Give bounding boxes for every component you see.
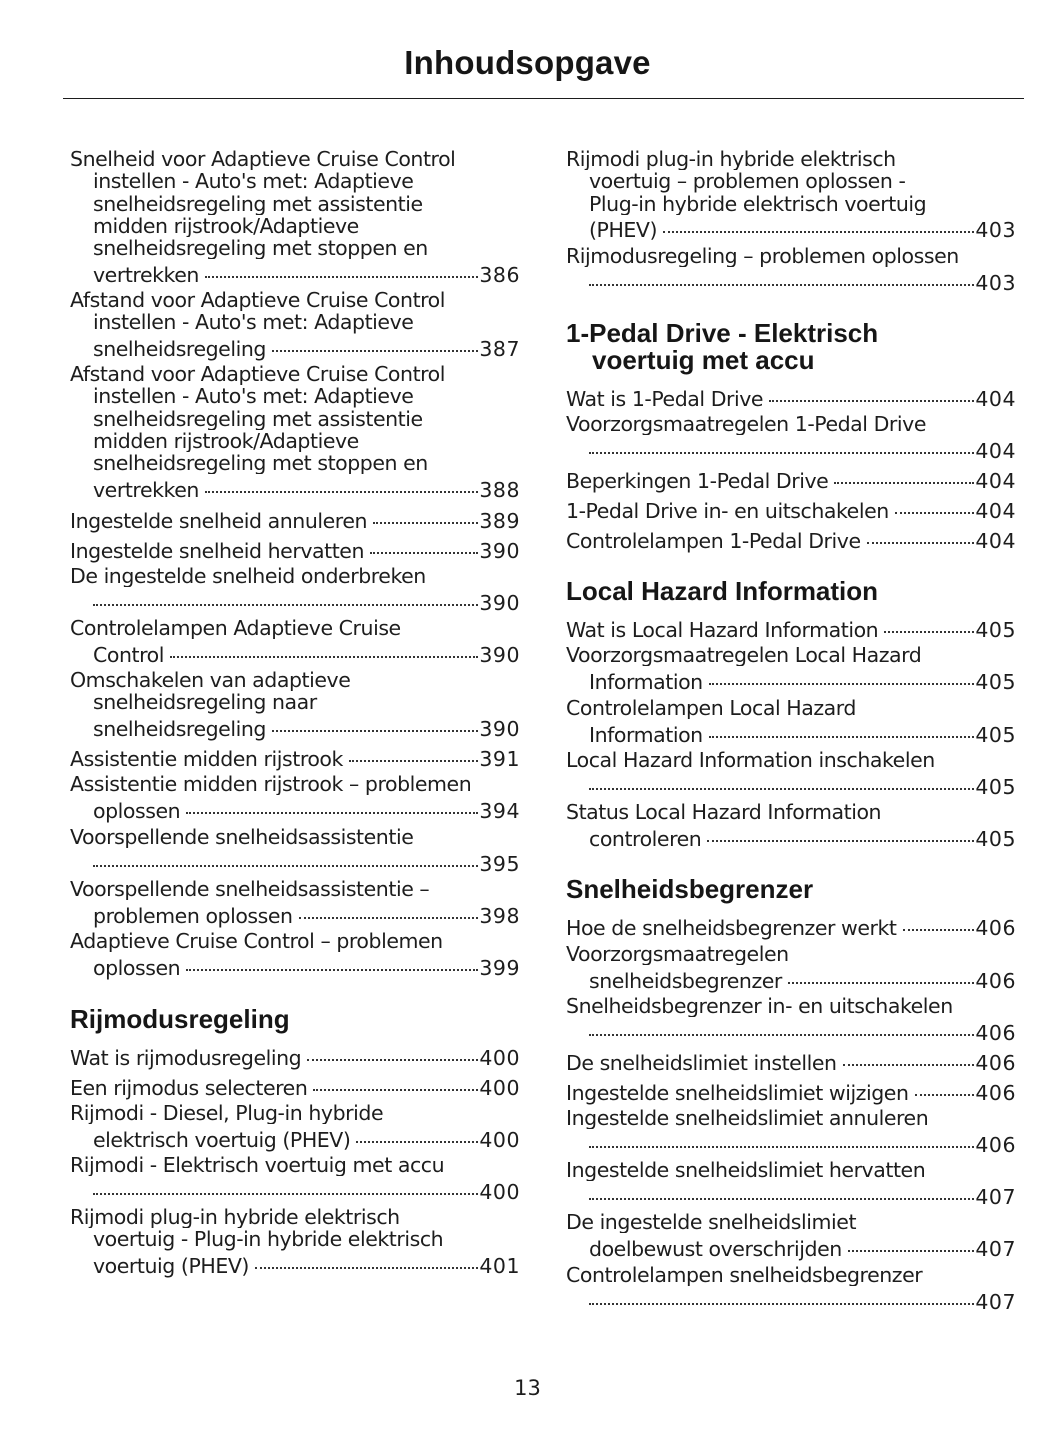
dot-leader [93, 844, 478, 867]
dot-leader [93, 583, 478, 606]
page-reference: 395 [479, 851, 520, 876]
page-reference: 406 [975, 1020, 1016, 1045]
toc-entry[interactable] [70, 669, 520, 740]
dot-leader [589, 1282, 974, 1305]
toc-entry[interactable] [566, 1264, 1016, 1313]
toc-entry-text: snelheidsregeling [93, 337, 266, 362]
dot-leader [349, 739, 478, 762]
toc-entry-text: Wat is rijmodusregeling [70, 1045, 302, 1070]
toc-entry[interactable] [566, 525, 1016, 552]
dot-leader [788, 961, 974, 984]
page-reference: 406 [975, 968, 1016, 993]
dot-leader [186, 791, 478, 814]
toc-entry-text: snelheidsregeling naar [93, 691, 317, 714]
page-reference: 399 [479, 955, 520, 980]
toc-entry[interactable] [70, 878, 520, 927]
page-reference: 390 [479, 642, 520, 667]
dot-leader [205, 470, 478, 493]
page-reference: 404 [975, 498, 1016, 523]
page-reference: 387 [479, 337, 520, 362]
toc-entry-text: Ingestelde snelheidslimiet hervatten [566, 1159, 926, 1182]
toc-entry-text: Information [589, 722, 703, 747]
page-reference: 404 [975, 386, 1016, 411]
toc-entry-text: Status Local Hazard Information [566, 801, 882, 824]
toc-entry[interactable] [566, 1159, 1016, 1208]
page-reference: 400 [479, 1179, 520, 1204]
toc-entry-text: Wat is Local Hazard Information [566, 617, 879, 642]
toc-entry-text: Snelheidsbegrenzer in- en uitschakelen [566, 995, 953, 1018]
toc-entry-text: Control [93, 642, 164, 667]
toc-entry-text: oplossen [93, 798, 181, 823]
toc-entry[interactable] [566, 644, 1016, 693]
toc-entry-text: Controlelampen Local Hazard [566, 697, 856, 720]
page-reference: 405 [975, 722, 1016, 747]
page-reference: 407 [975, 1289, 1016, 1314]
dot-leader [589, 263, 974, 286]
dot-leader [589, 1013, 974, 1036]
toc-entry-text: Een rijmodus selecteren [70, 1075, 308, 1100]
toc-entry-text: Assistentie midden rijstrook – problemen [70, 773, 472, 796]
toc-entry[interactable] [566, 1211, 1016, 1260]
toc-entry[interactable] [70, 1072, 520, 1099]
dot-leader [589, 767, 974, 790]
page-reference: 406 [975, 1132, 1016, 1157]
toc-entry-text: snelheidsregeling [93, 717, 266, 742]
dot-leader [848, 1229, 975, 1252]
toc-entry[interactable] [566, 1077, 1016, 1104]
toc-entry-text: Snelheid voor Adaptieve Cruise Control [70, 148, 456, 171]
toc-entry[interactable] [70, 930, 520, 979]
toc-entry[interactable] [566, 1047, 1016, 1074]
dot-leader [915, 1073, 975, 1096]
toc-entry-text: vertrekken [93, 477, 199, 502]
dot-leader [709, 715, 975, 738]
dot-leader [356, 1120, 478, 1143]
toc-entry[interactable] [70, 826, 520, 875]
section-heading-text: Local Hazard Information [566, 576, 879, 606]
page-reference: 401 [479, 1254, 520, 1279]
dot-leader [299, 896, 479, 919]
page-reference: 406 [975, 915, 1016, 940]
toc-entry[interactable] [566, 465, 1016, 492]
toc-entry[interactable] [70, 1042, 520, 1069]
page-reference: 405 [975, 774, 1016, 799]
toc-entry-text: Local Hazard Information inschakelen [566, 749, 935, 772]
page-reference: 390 [479, 538, 520, 563]
toc-entry-text: Ingestelde snelheid annuleren [70, 508, 368, 533]
toc-entry-text: elektrisch voertuig (PHEV) [93, 1127, 351, 1152]
page-reference: 407 [975, 1184, 1016, 1209]
toc-entry-text: midden rijstrook/Adaptieve [93, 214, 359, 238]
toc-entry[interactable] [566, 495, 1016, 522]
dot-leader [313, 1068, 478, 1091]
dot-leader [707, 819, 974, 842]
page-reference: 389 [479, 508, 520, 533]
toc-entry[interactable] [566, 148, 1016, 242]
dot-leader [589, 1125, 974, 1148]
toc-entry-text: Plug-in hybride elektrisch voertuig [589, 192, 927, 215]
page-reference: 386 [479, 262, 520, 287]
toc-entry-text: instellen - Auto's met: Adaptieve [93, 311, 414, 334]
section-heading-text: Rijmodusregeling [70, 1004, 290, 1034]
toc-entry[interactable] [566, 1107, 1016, 1156]
toc-entry-text: Controlelampen 1-Pedal Drive [566, 528, 861, 553]
dot-leader [255, 1247, 478, 1270]
toc-entry-text: snelheidsregeling met stoppen en [93, 237, 428, 260]
page-reference: 404 [975, 438, 1016, 463]
toc-entry[interactable] [566, 801, 1016, 850]
toc-entry[interactable] [70, 535, 520, 562]
dot-leader [373, 501, 478, 524]
section-heading-snelheidsbegrenzer [566, 876, 1016, 903]
toc-entry-text: 1-Pedal Drive in- en uitschakelen [566, 498, 889, 523]
toc-entry[interactable] [70, 363, 520, 501]
section-heading-rijmodusregeling [70, 1006, 520, 1033]
toc-entry-text: voertuig – problemen oplossen - [589, 170, 906, 193]
dot-leader [769, 379, 974, 402]
dot-leader [205, 255, 478, 278]
toc-entry-text: Voorzorgsmaatregelen 1-Pedal Drive [566, 413, 926, 436]
dot-leader [370, 531, 478, 554]
dot-leader [93, 1172, 478, 1195]
toc-entry-text: voertuig - Plug-in hybride elektrisch [93, 1228, 444, 1251]
toc-entry[interactable] [70, 743, 520, 770]
toc-entry[interactable] [566, 697, 1016, 746]
toc-entry[interactable] [70, 617, 520, 666]
section-heading-text: voertuig met accu [592, 345, 815, 375]
page-reference: 403 [975, 218, 1016, 243]
toc-entry-text: Voorspellende snelheidsassistentie – [70, 878, 430, 901]
page-reference: 405 [975, 669, 1016, 694]
page-reference: 405 [975, 826, 1016, 851]
toc-entry-text: Ingestelde snelheidslimiet wijzigen [566, 1080, 909, 1105]
toc-entry-text: Ingestelde snelheid hervatten [70, 538, 364, 563]
toc-entry-text: Rijmodi plug-in hybride elektrisch [70, 1206, 400, 1229]
page-reference: 404 [975, 528, 1016, 553]
dot-leader [867, 521, 975, 544]
toc-entry-text: midden rijstrook/Adaptieve [93, 429, 359, 453]
toc-entry-text: Voorspellende snelheidsassistentie [70, 826, 414, 849]
toc-entry-text: Wat is 1-Pedal Drive [566, 386, 764, 411]
page-reference: 405 [975, 617, 1016, 642]
dot-leader [895, 491, 975, 514]
toc-entry[interactable] [566, 413, 1016, 462]
toc-entry[interactable] [566, 943, 1016, 992]
toc-entry[interactable] [70, 1154, 520, 1203]
toc-entry-text: Rijmodi - Diesel, Plug-in hybride [70, 1102, 384, 1125]
toc-entry-text: Adaptieve Cruise Control – problemen [70, 930, 443, 953]
toc-entry[interactable] [566, 245, 1016, 294]
title-divider [63, 98, 1024, 99]
toc-entry[interactable] [70, 565, 520, 614]
toc-entry-text: problemen oplossen [93, 903, 293, 928]
toc-entry-text: instellen - Auto's met: Adaptieve [93, 385, 414, 408]
dot-leader [834, 461, 974, 484]
page-reference: 400 [479, 1045, 520, 1070]
toc-entry-text: oplossen [93, 955, 181, 980]
page-reference: 404 [975, 468, 1016, 493]
toc-entry-text: Rijmodusregeling – problemen oplossen [566, 245, 959, 268]
toc-entry-text: Voorzorgsmaatregelen Local Hazard [566, 644, 922, 667]
toc-entry-text: controleren [589, 826, 702, 851]
toc-entry-text: De ingestelde snelheid onderbreken [70, 565, 426, 588]
section-heading-text: 1-Pedal Drive - Elektrisch [566, 318, 879, 348]
toc-entry[interactable] [70, 773, 520, 822]
page-reference: 406 [975, 1050, 1016, 1075]
dot-leader [589, 1177, 974, 1200]
toc-entry-text: Omschakelen van adaptieve [70, 669, 351, 692]
toc-entry-text: vertrekken [93, 262, 199, 287]
toc-entry-text: De snelheidslimiet instellen [566, 1050, 837, 1075]
dot-leader [663, 211, 974, 234]
dot-leader [170, 635, 478, 658]
toc-entry[interactable] [566, 912, 1016, 939]
page-reference: 388 [479, 477, 520, 502]
toc-entry-text: (PHEV) [589, 218, 658, 243]
section-heading-text: Snelheidsbegrenzer [566, 874, 814, 904]
toc-entry-text: Rijmodi - Elektrisch voertuig met accu [70, 1154, 445, 1177]
toc-entry[interactable] [566, 749, 1016, 798]
page-reference: 398 [479, 903, 520, 928]
dot-leader [272, 330, 478, 353]
dot-leader [186, 948, 478, 971]
dot-leader [903, 908, 975, 931]
toc-entry[interactable] [70, 289, 520, 360]
toc-entry-text: Controlelampen snelheidsbegrenzer [566, 1264, 923, 1287]
toc-entry-text: snelheidsbegrenzer [589, 968, 782, 993]
section-heading-1-pedal-drive [566, 320, 1016, 374]
page-title: Inhoudsopgave [404, 44, 651, 81]
page-reference: 400 [479, 1075, 520, 1100]
toc-entry-text: Information [589, 669, 703, 694]
toc-entry-text: doelbewust overschrijden [589, 1236, 842, 1261]
toc-entry[interactable] [70, 148, 520, 286]
toc-entry-text: Beperkingen 1-Pedal Drive [566, 468, 829, 493]
toc-entry-text: Ingestelde snelheidslimiet annuleren [566, 1107, 929, 1130]
toc-entry-text: Assistentie midden rijstrook [70, 746, 343, 771]
toc-entry[interactable] [566, 995, 1016, 1044]
dot-leader [272, 710, 478, 733]
page-reference: 403 [975, 270, 1016, 295]
toc-entry-text: Afstand voor Adaptieve Cruise Control [70, 363, 446, 386]
toc-entry-text: Controlelampen Adaptieve Cruise [70, 617, 401, 640]
dot-leader [884, 610, 974, 633]
page-reference: 391 [479, 746, 520, 771]
section-heading-local-hazard-information [566, 578, 1016, 605]
toc-entry-text: voertuig (PHEV) [93, 1254, 249, 1279]
toc-entry-text: Afstand voor Adaptieve Cruise Control [70, 289, 446, 312]
toc-entry[interactable] [70, 1102, 520, 1151]
toc-entry[interactable] [70, 505, 520, 532]
dot-leader [589, 431, 974, 454]
dot-leader [709, 662, 975, 685]
toc-entry[interactable] [70, 1206, 520, 1277]
page-reference: 407 [975, 1236, 1016, 1261]
toc-entry[interactable] [566, 383, 1016, 410]
toc-entry-text: snelheidsregeling met stoppen en [93, 452, 428, 475]
dot-leader [843, 1043, 975, 1066]
toc-entry-text: instellen - Auto's met: Adaptieve [93, 170, 414, 193]
page-reference: 390 [479, 590, 520, 615]
page-number: 13 [514, 1376, 541, 1400]
toc-entry-text: snelheidsregeling met assistentie [93, 192, 423, 215]
page-reference: 400 [479, 1127, 520, 1152]
page-reference: 406 [975, 1080, 1016, 1105]
toc-entry[interactable] [566, 614, 1016, 641]
toc-entry-text: snelheidsregeling met assistentie [93, 407, 423, 430]
toc-entry-text: Hoe de snelheidsbegrenzer werkt [566, 915, 897, 940]
page-reference: 394 [479, 798, 520, 823]
toc-entry-text: Rijmodi plug-in hybride elektrisch [566, 148, 896, 171]
toc-entry-text: De ingestelde snelheidslimiet [566, 1211, 857, 1234]
toc-entry-text: Voorzorgsmaatregelen [566, 943, 789, 966]
dot-leader [307, 1038, 478, 1061]
page-reference: 390 [479, 717, 520, 742]
